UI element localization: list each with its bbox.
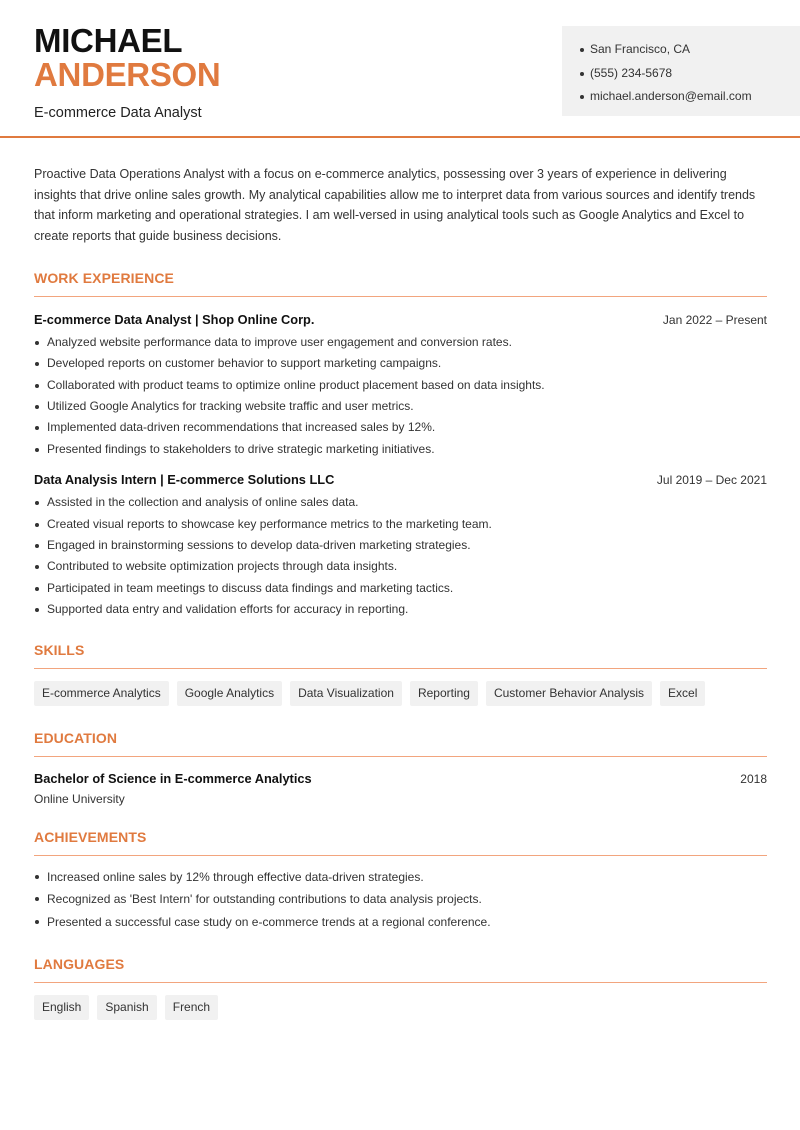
bullet-item: Analyzed website performance data to improve user engagement and conversion rates.: [34, 332, 767, 353]
bullet-item: Participated in team meetings to discuss data findings and marketing tactics.: [34, 578, 767, 599]
bullet-item: Developed reports on customer behavior to support marketing campaigns.: [34, 353, 767, 374]
headline-title: E-commerce Data Analyst: [34, 105, 202, 121]
section-title-education: EDUCATION: [34, 730, 767, 757]
bullet-item: Supported data entry and validation efforts for accuracy in reporting.: [34, 599, 767, 620]
job-bullets: [34, 332, 767, 460]
bullet-item: Utilized Google Analytics for tracking website traffic and user metrics.: [34, 396, 767, 417]
bullet-item: Collaborated with product teams to optimize online product placement based on data insights.: [34, 375, 767, 396]
education-year: 2018: [740, 771, 767, 786]
section-title-skills: SKILLS: [34, 642, 767, 669]
achievement-item: Recognized as 'Best Intern' for outstanding contributions to data analysis projects.: [34, 888, 767, 911]
resume-header: [0, 0, 800, 138]
work-experience-section: [34, 270, 767, 621]
bullet-item: Assisted in the collection and analysis of online sales data.: [34, 492, 767, 513]
skill-chip: Excel: [660, 681, 705, 706]
skills-section: [34, 642, 767, 706]
skill-chip: Reporting: [410, 681, 478, 706]
education-school: Online University: [34, 791, 125, 806]
education-degree: Bachelor of Science in E-commerce Analytics: [34, 770, 312, 786]
languages-list: [34, 995, 767, 1020]
achievements-section: [34, 829, 767, 934]
job-entry: [34, 472, 767, 620]
education-section: [34, 730, 767, 806]
skill-chip: Google Analytics: [177, 681, 282, 706]
contact-email: michael.anderson@email.com: [580, 85, 800, 109]
contact-phone: (555) 234-5678: [580, 62, 800, 86]
contact-box: [562, 26, 800, 116]
contact-location: San Francisco, CA: [580, 38, 800, 62]
skill-chip: Data Visualization: [290, 681, 402, 706]
skill-chip: E-commerce Analytics: [34, 681, 169, 706]
achievement-item: Presented a successful case study on e-commerce trends at a regional conference.: [34, 911, 767, 934]
job-bullets: [34, 492, 767, 620]
bullet-item: Created visual reports to showcase key performance metrics to the marketing team.: [34, 514, 767, 535]
resume-body: [34, 164, 767, 1020]
job-dates: Jul 2019 – Dec 2021: [656, 473, 767, 488]
bullet-item: Engaged in brainstorming sessions to develop data-driven marketing strategies.: [34, 535, 767, 556]
job-entry: [34, 312, 767, 460]
education-entry: [34, 771, 767, 806]
bullet-item: Contributed to website optimization projects through data insights.: [34, 556, 767, 577]
first-name: MICHAEL: [34, 22, 183, 59]
job-title: E-commerce Data Analyst | Shop Online Corp.: [34, 311, 315, 327]
summary: Proactive Data Operations Analyst with a focus on e-commerce analytics, possessing over 3 years of experience in delivering insights that drive online sales growth. My analytical capabilities allow me to interpret data from various sources and identify trends that inform marketing and operational strategies. I am well-versed in using analytical tools such as Google Analytics and Excel to create reports that guide business decisions.: [34, 167, 756, 244]
section-title-achievements: ACHIEVEMENTS: [34, 829, 767, 856]
bullet-item: Implemented data-driven recommendations that increased sales by 12%.: [34, 417, 767, 438]
section-title-languages: LANGUAGES: [34, 956, 767, 983]
achievements-list: [34, 866, 767, 934]
skills-list: [34, 681, 767, 706]
job-title: Data Analysis Intern | E-commerce Solutions LLC: [34, 472, 335, 488]
section-title-work: WORK EXPERIENCE: [34, 270, 767, 297]
language-chip: French: [165, 995, 218, 1020]
skill-chip: Customer Behavior Analysis: [486, 681, 652, 706]
language-chip: Spanish: [97, 995, 156, 1020]
last-name: ANDERSON: [34, 56, 221, 93]
name-block: [34, 24, 220, 121]
job-dates: Jan 2022 – Present: [662, 312, 767, 327]
achievement-item: Increased online sales by 12% through effective data-driven strategies.: [34, 866, 767, 889]
bullet-item: Presented findings to stakeholders to drive strategic marketing initiatives.: [34, 439, 767, 460]
languages-section: [34, 956, 767, 1020]
language-chip: English: [34, 995, 89, 1020]
